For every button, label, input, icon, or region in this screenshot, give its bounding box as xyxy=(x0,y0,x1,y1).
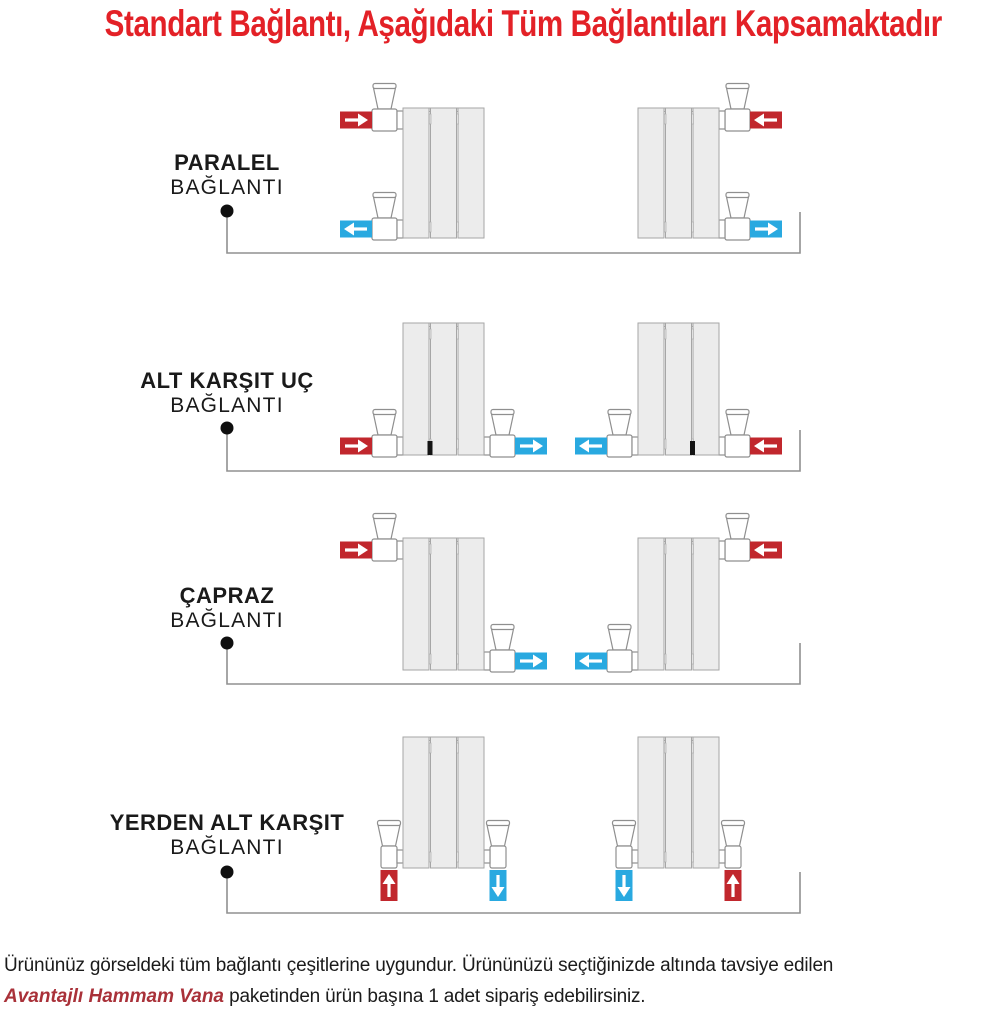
pipe-junction-dot xyxy=(221,205,234,218)
valve-coupling xyxy=(397,541,403,559)
valve-knob-icon xyxy=(609,414,631,435)
valve-knob-icon xyxy=(609,629,631,650)
valve-bottom-left xyxy=(575,625,638,673)
valve-knob-icon xyxy=(492,629,514,650)
radiator-panel xyxy=(693,323,719,455)
row-label-line1: ÇAPRAZ xyxy=(179,583,275,608)
radiator-panel xyxy=(693,737,719,868)
radiator-panel xyxy=(403,538,429,670)
valve-knob-cap xyxy=(491,625,514,630)
panel-connector xyxy=(457,439,459,449)
valve-floor-left xyxy=(613,821,639,902)
valve-knob-icon xyxy=(727,88,749,109)
hot-flow-arrow-icon xyxy=(762,548,777,551)
valve-body xyxy=(725,539,750,561)
row-label-line1: ALT KARŞIT UÇ xyxy=(140,368,314,393)
radiator-panel xyxy=(403,108,429,238)
radiator-panel xyxy=(431,323,457,455)
panel-connector xyxy=(457,114,459,124)
valve-floor-right xyxy=(719,821,745,902)
valve-bottom-right xyxy=(484,410,547,458)
hot-flow-arrow-icon xyxy=(345,444,360,447)
valve-body xyxy=(372,109,397,131)
radiator-unit-right xyxy=(575,514,782,673)
valve-coupling xyxy=(484,437,490,455)
hot-flow-arrow-icon xyxy=(345,118,360,121)
panel-connector xyxy=(664,439,666,449)
valve-bottom-right xyxy=(719,410,782,458)
radiator-unit-left xyxy=(340,514,547,673)
panel-connector xyxy=(457,544,459,554)
radiator-panel xyxy=(693,538,719,670)
radiator-unit-left xyxy=(378,737,510,901)
panel-connector xyxy=(692,114,694,124)
valve-coupling xyxy=(719,220,725,238)
valve-coupling xyxy=(719,111,725,129)
valve-coupling xyxy=(484,652,490,670)
valve-bottom-left xyxy=(340,410,403,458)
drain-plug xyxy=(428,441,433,455)
drain-plug xyxy=(690,441,695,455)
valve-top-left xyxy=(340,84,403,132)
valve-knob-cap xyxy=(373,514,396,519)
radiator xyxy=(403,737,484,868)
panel-connector xyxy=(664,852,666,862)
valve-body xyxy=(490,846,506,868)
valve-floor-left xyxy=(378,821,404,902)
radiator-panel xyxy=(458,108,484,238)
radiator-panel xyxy=(693,108,719,238)
row-label-line2: BAĞLANTI xyxy=(170,394,284,417)
valve-body xyxy=(490,650,515,672)
valve-body xyxy=(725,218,750,240)
valve-coupling xyxy=(632,437,638,455)
panel-connector xyxy=(429,743,431,753)
row-label-line1: PARALEL xyxy=(174,150,280,175)
valve-body xyxy=(607,650,632,672)
valve-coupling xyxy=(632,850,638,863)
panel-connector xyxy=(664,114,666,124)
radiator-panel xyxy=(666,538,692,670)
valve-body xyxy=(372,435,397,457)
panel-connector xyxy=(664,743,666,753)
valve-top-right xyxy=(719,514,782,562)
hot-flow-arrow-icon xyxy=(762,118,777,121)
panel-connector xyxy=(457,743,459,753)
valve-body xyxy=(725,109,750,131)
pipe-junction-dot xyxy=(221,866,234,879)
radiator-unit-left xyxy=(340,323,547,457)
radiator-unit-right xyxy=(575,323,782,457)
valve-knob-cap xyxy=(608,410,631,415)
valve-knob-icon xyxy=(374,414,396,435)
panel-connector xyxy=(457,852,459,862)
panel-connector xyxy=(429,114,431,124)
panel-connector xyxy=(692,222,694,232)
footer-line2: paketinden ürün başına 1 adet sipariş edebilirsiniz. xyxy=(224,985,646,1007)
valve-knob-cap xyxy=(373,193,396,198)
radiator-panel xyxy=(666,323,692,455)
pipe-junction-dot xyxy=(221,422,234,435)
row-yerden-alt-karsit xyxy=(110,737,800,913)
radiator xyxy=(638,538,719,670)
row-label-line2: BAĞLANTI xyxy=(170,176,284,199)
radiator xyxy=(638,108,719,238)
page-title-text: Standart Bağlantı, Aşağıdaki Tüm Bağlantıları Kapsamaktadır xyxy=(104,3,942,44)
cold-flow-arrow-icon xyxy=(587,659,602,662)
valve-body xyxy=(490,435,515,457)
valve-body xyxy=(725,435,750,457)
valve-knob-icon xyxy=(492,414,514,435)
valve-body xyxy=(616,846,632,868)
valve-bottom-right xyxy=(719,193,782,241)
footer-line1: Ürününüz görseldeki tüm bağlantı çeşitlerine uygundur. Ürününüzü seçtiğinizde altında tavsiye edilen xyxy=(4,955,834,976)
radiator xyxy=(638,323,719,455)
radiator-unit-right xyxy=(613,737,745,901)
valve-floor-right xyxy=(484,821,510,902)
valve-knob-cap xyxy=(726,84,749,89)
valve-coupling xyxy=(397,850,403,863)
radiator-panel xyxy=(638,108,664,238)
valve-coupling xyxy=(632,652,638,670)
valve-knob-cap xyxy=(373,84,396,89)
footer-highlight-product: Avantajlı Hammam Vana xyxy=(4,985,224,1007)
valve-body xyxy=(725,846,741,868)
pipe-junction-dot xyxy=(221,637,234,650)
row-paralel xyxy=(170,84,800,254)
valve-knob-icon xyxy=(727,414,749,435)
panel-connector xyxy=(692,654,694,664)
cold-flow-arrow-icon xyxy=(587,444,602,447)
panel-connector xyxy=(692,544,694,554)
panel-connector xyxy=(429,222,431,232)
valve-body xyxy=(372,218,397,240)
valve-knob-icon xyxy=(374,518,396,539)
radiator-panel xyxy=(458,737,484,868)
radiator-panel xyxy=(431,538,457,670)
radiator-panel xyxy=(666,737,692,868)
valve-knob-icon xyxy=(378,825,400,846)
radiator-panel xyxy=(458,323,484,455)
radiator-panel xyxy=(666,108,692,238)
valve-coupling xyxy=(397,111,403,129)
radiator xyxy=(403,538,484,670)
valve-knob-icon xyxy=(374,197,396,218)
valve-knob-cap xyxy=(726,193,749,198)
hot-flow-arrow-icon xyxy=(387,882,390,897)
panel-connector xyxy=(457,654,459,664)
valve-coupling xyxy=(719,541,725,559)
panel-connector xyxy=(664,654,666,664)
radiator-panel xyxy=(431,108,457,238)
radiator xyxy=(403,323,484,455)
valve-knob-cap xyxy=(608,625,631,630)
valve-coupling xyxy=(719,850,725,863)
valve-knob-cap xyxy=(487,821,510,826)
radiator-panel xyxy=(431,737,457,868)
valve-coupling xyxy=(397,437,403,455)
valve-coupling xyxy=(397,220,403,238)
radiator xyxy=(638,737,719,868)
valve-knob-icon xyxy=(727,197,749,218)
radiator-panel xyxy=(638,737,664,868)
panel-connector xyxy=(692,743,694,753)
valve-top-left xyxy=(340,514,403,562)
radiator-panel xyxy=(403,737,429,868)
valve-coupling xyxy=(719,437,725,455)
panel-connector xyxy=(429,544,431,554)
valve-knob-icon xyxy=(613,825,635,846)
valve-knob-cap xyxy=(491,410,514,415)
panel-connector xyxy=(664,329,666,339)
panel-connector xyxy=(692,852,694,862)
cold-flow-arrow-icon xyxy=(755,227,770,230)
valve-knob-cap xyxy=(613,821,636,826)
panel-connector xyxy=(429,852,431,862)
panel-connector xyxy=(429,654,431,664)
valve-knob-cap xyxy=(726,514,749,519)
hot-flow-arrow-icon xyxy=(731,882,734,897)
valve-knob-icon xyxy=(487,825,509,846)
panel-connector xyxy=(664,222,666,232)
footer-note xyxy=(4,951,988,1012)
row-label-line2: BAĞLANTI xyxy=(170,836,284,859)
valve-knob-icon xyxy=(727,518,749,539)
radiator xyxy=(403,108,484,238)
hot-flow-arrow-icon xyxy=(762,444,777,447)
panel-connector xyxy=(429,329,431,339)
radiator-panel xyxy=(638,323,664,455)
valve-bottom-left xyxy=(575,410,638,458)
valve-knob-cap xyxy=(378,821,401,826)
row-label-line2: BAĞLANTI xyxy=(170,609,284,632)
valve-knob-cap xyxy=(373,410,396,415)
valve-knob-icon xyxy=(722,825,744,846)
valve-body xyxy=(381,846,397,868)
valve-knob-cap xyxy=(726,410,749,415)
valve-top-right xyxy=(719,84,782,132)
panel-connector xyxy=(457,329,459,339)
valve-bottom-right xyxy=(484,625,547,673)
cold-flow-arrow-icon xyxy=(352,227,367,230)
radiator-panel xyxy=(403,323,429,455)
valve-bottom-left xyxy=(340,193,403,241)
radiator-panel xyxy=(458,538,484,670)
valve-body xyxy=(372,539,397,561)
row-capraz xyxy=(170,514,800,685)
valve-coupling xyxy=(484,850,490,863)
valve-knob-icon xyxy=(374,88,396,109)
cold-flow-arrow-icon xyxy=(520,444,535,447)
supply-pipe-line xyxy=(227,872,800,913)
panel-connector xyxy=(457,222,459,232)
radiator-unit-left xyxy=(340,84,484,241)
valve-body xyxy=(607,435,632,457)
valve-knob-cap xyxy=(722,821,745,826)
panel-connector xyxy=(664,544,666,554)
row-label-line1: YERDEN ALT KARŞIT xyxy=(109,810,345,835)
cold-flow-arrow-icon xyxy=(520,659,535,662)
radiator-panel xyxy=(638,538,664,670)
radiator-unit-right xyxy=(638,84,782,241)
hot-flow-arrow-icon xyxy=(345,548,360,551)
panel-connector xyxy=(692,329,694,339)
row-alt-karsit-uc xyxy=(140,323,800,471)
